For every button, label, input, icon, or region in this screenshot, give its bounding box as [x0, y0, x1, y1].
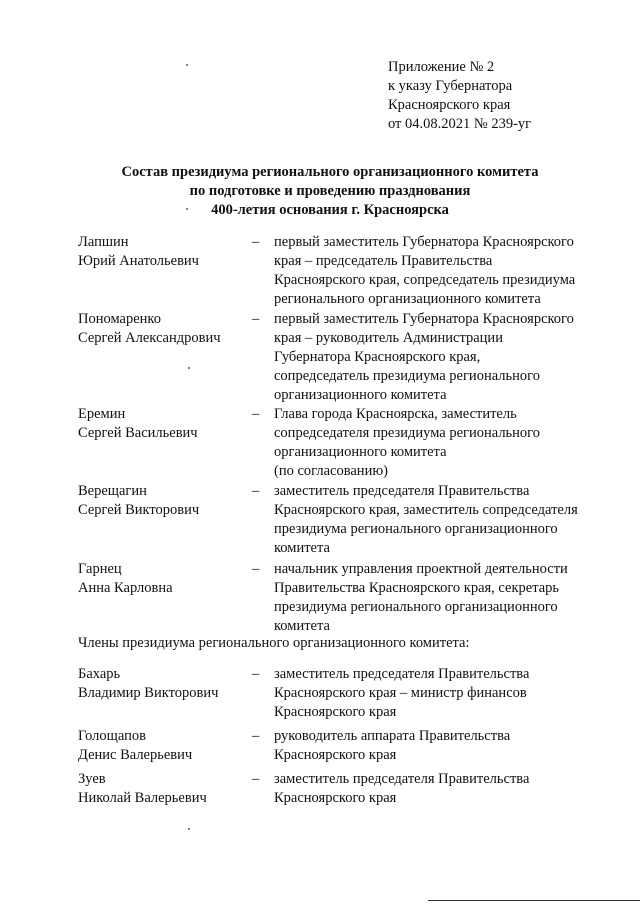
appendix-line: к указу Губернатора — [388, 78, 513, 94]
title-line: Состав президиума регионального организационного комитета — [121, 164, 539, 180]
dash: – — [252, 666, 260, 682]
given-names: Владимир Викторович — [78, 685, 219, 701]
scan-speck — [188, 367, 190, 369]
role-line: заместитель председателя Правительства — [274, 666, 530, 682]
dash: – — [252, 406, 260, 422]
appendix-line: Красноярского края — [388, 97, 511, 113]
given-names: Юрий Анатольевич — [78, 253, 199, 269]
scan-speck — [186, 64, 188, 66]
role-line: края – руководитель Администрации — [274, 330, 503, 346]
role-line: организационного комитета — [274, 387, 447, 403]
person-name — [78, 770, 248, 808]
role-line: президиума регионального организационного — [274, 599, 558, 615]
position-description — [274, 310, 604, 405]
role-line: Правительства Красноярского края, секретарь — [274, 580, 560, 596]
person-name — [78, 405, 248, 443]
role-line: регионального организационного комитета — [274, 291, 541, 307]
members-heading: Члены президиума регионального организационного комитета: — [78, 635, 470, 651]
role-line: заместитель председателя Правительства — [274, 483, 530, 499]
surname: Верещагин — [78, 483, 147, 499]
given-names: Николай Валерьевич — [78, 790, 207, 806]
scan-speck — [188, 828, 190, 830]
role-line: Красноярского края, заместитель сопредседателя — [274, 502, 578, 518]
role-line: Красноярского края – министр финансов — [274, 685, 527, 701]
given-names: Сергей Викторович — [78, 502, 200, 518]
surname: Гарнец — [78, 561, 122, 577]
given-names: Денис Валерьевич — [78, 747, 193, 763]
person-name — [78, 665, 248, 703]
role-line: Красноярского края — [274, 747, 397, 763]
given-names: Анна Карловна — [78, 580, 173, 596]
appendix-line: Приложение № 2 — [388, 59, 495, 75]
appendix-header — [388, 58, 531, 134]
surname: Еремин — [78, 406, 126, 422]
role-line: первый заместитель Губернатора Красноярского — [274, 234, 574, 250]
role-line: края – председатель Правительства — [274, 253, 493, 269]
role-line: организационного комитета — [274, 444, 447, 460]
role-line: Губернатора Красноярского края, — [274, 349, 481, 365]
position-description — [274, 233, 604, 309]
surname: Зуев — [78, 771, 106, 787]
position-description — [274, 770, 604, 808]
given-names: Сергей Васильевич — [78, 425, 198, 441]
role-line: руководитель аппарата Правительства — [274, 728, 511, 744]
person-name — [78, 233, 248, 271]
dash: – — [252, 771, 260, 787]
role-line: комитета — [274, 540, 330, 556]
person-name — [78, 482, 248, 520]
dash: – — [252, 561, 260, 577]
role-line: комитета — [274, 618, 330, 634]
scan-speck — [186, 208, 188, 210]
dash: – — [252, 234, 260, 250]
surname: Лапшин — [78, 234, 129, 250]
position-description — [274, 560, 604, 636]
role-line: Глава города Красноярска, заместитель — [274, 406, 517, 422]
position-description — [274, 727, 604, 765]
role-line: первый заместитель Губернатора Красноярского — [274, 311, 574, 327]
role-line: начальник управления проектной деятельности — [274, 561, 568, 577]
dash: – — [252, 311, 260, 327]
dash: – — [252, 728, 260, 744]
role-line: заместитель председателя Правительства — [274, 771, 530, 787]
position-description — [274, 482, 604, 558]
position-description — [274, 665, 604, 722]
scan-edge-line — [428, 900, 640, 901]
given-names: Сергей Александрович — [78, 330, 221, 346]
appendix-line: от 04.08.2021 № 239-уг — [388, 116, 532, 132]
position-description — [274, 405, 604, 481]
surname: Бахарь — [78, 666, 121, 682]
role-line: сопредседатель президиума регионального — [274, 368, 540, 384]
role-line: (по согласованию) — [274, 463, 388, 479]
surname: Пономаренко — [78, 311, 161, 327]
role-line: Красноярского края, сопредседатель президиума — [274, 272, 576, 288]
role-line: сопредседателя президиума регионального — [274, 425, 541, 441]
role-line: Красноярского края — [274, 790, 397, 806]
role-line: президиума регионального организационного — [274, 521, 558, 537]
surname: Голощапов — [78, 728, 146, 744]
title-line: 400-летия основания г. Красноярска — [211, 202, 449, 218]
dash: – — [252, 483, 260, 499]
title-line: по подготовке и проведению празднования — [189, 183, 471, 199]
person-name — [78, 560, 248, 598]
role-line: Красноярского края — [274, 704, 397, 720]
person-name — [78, 727, 248, 765]
document-title — [60, 163, 600, 220]
person-name — [78, 310, 248, 348]
